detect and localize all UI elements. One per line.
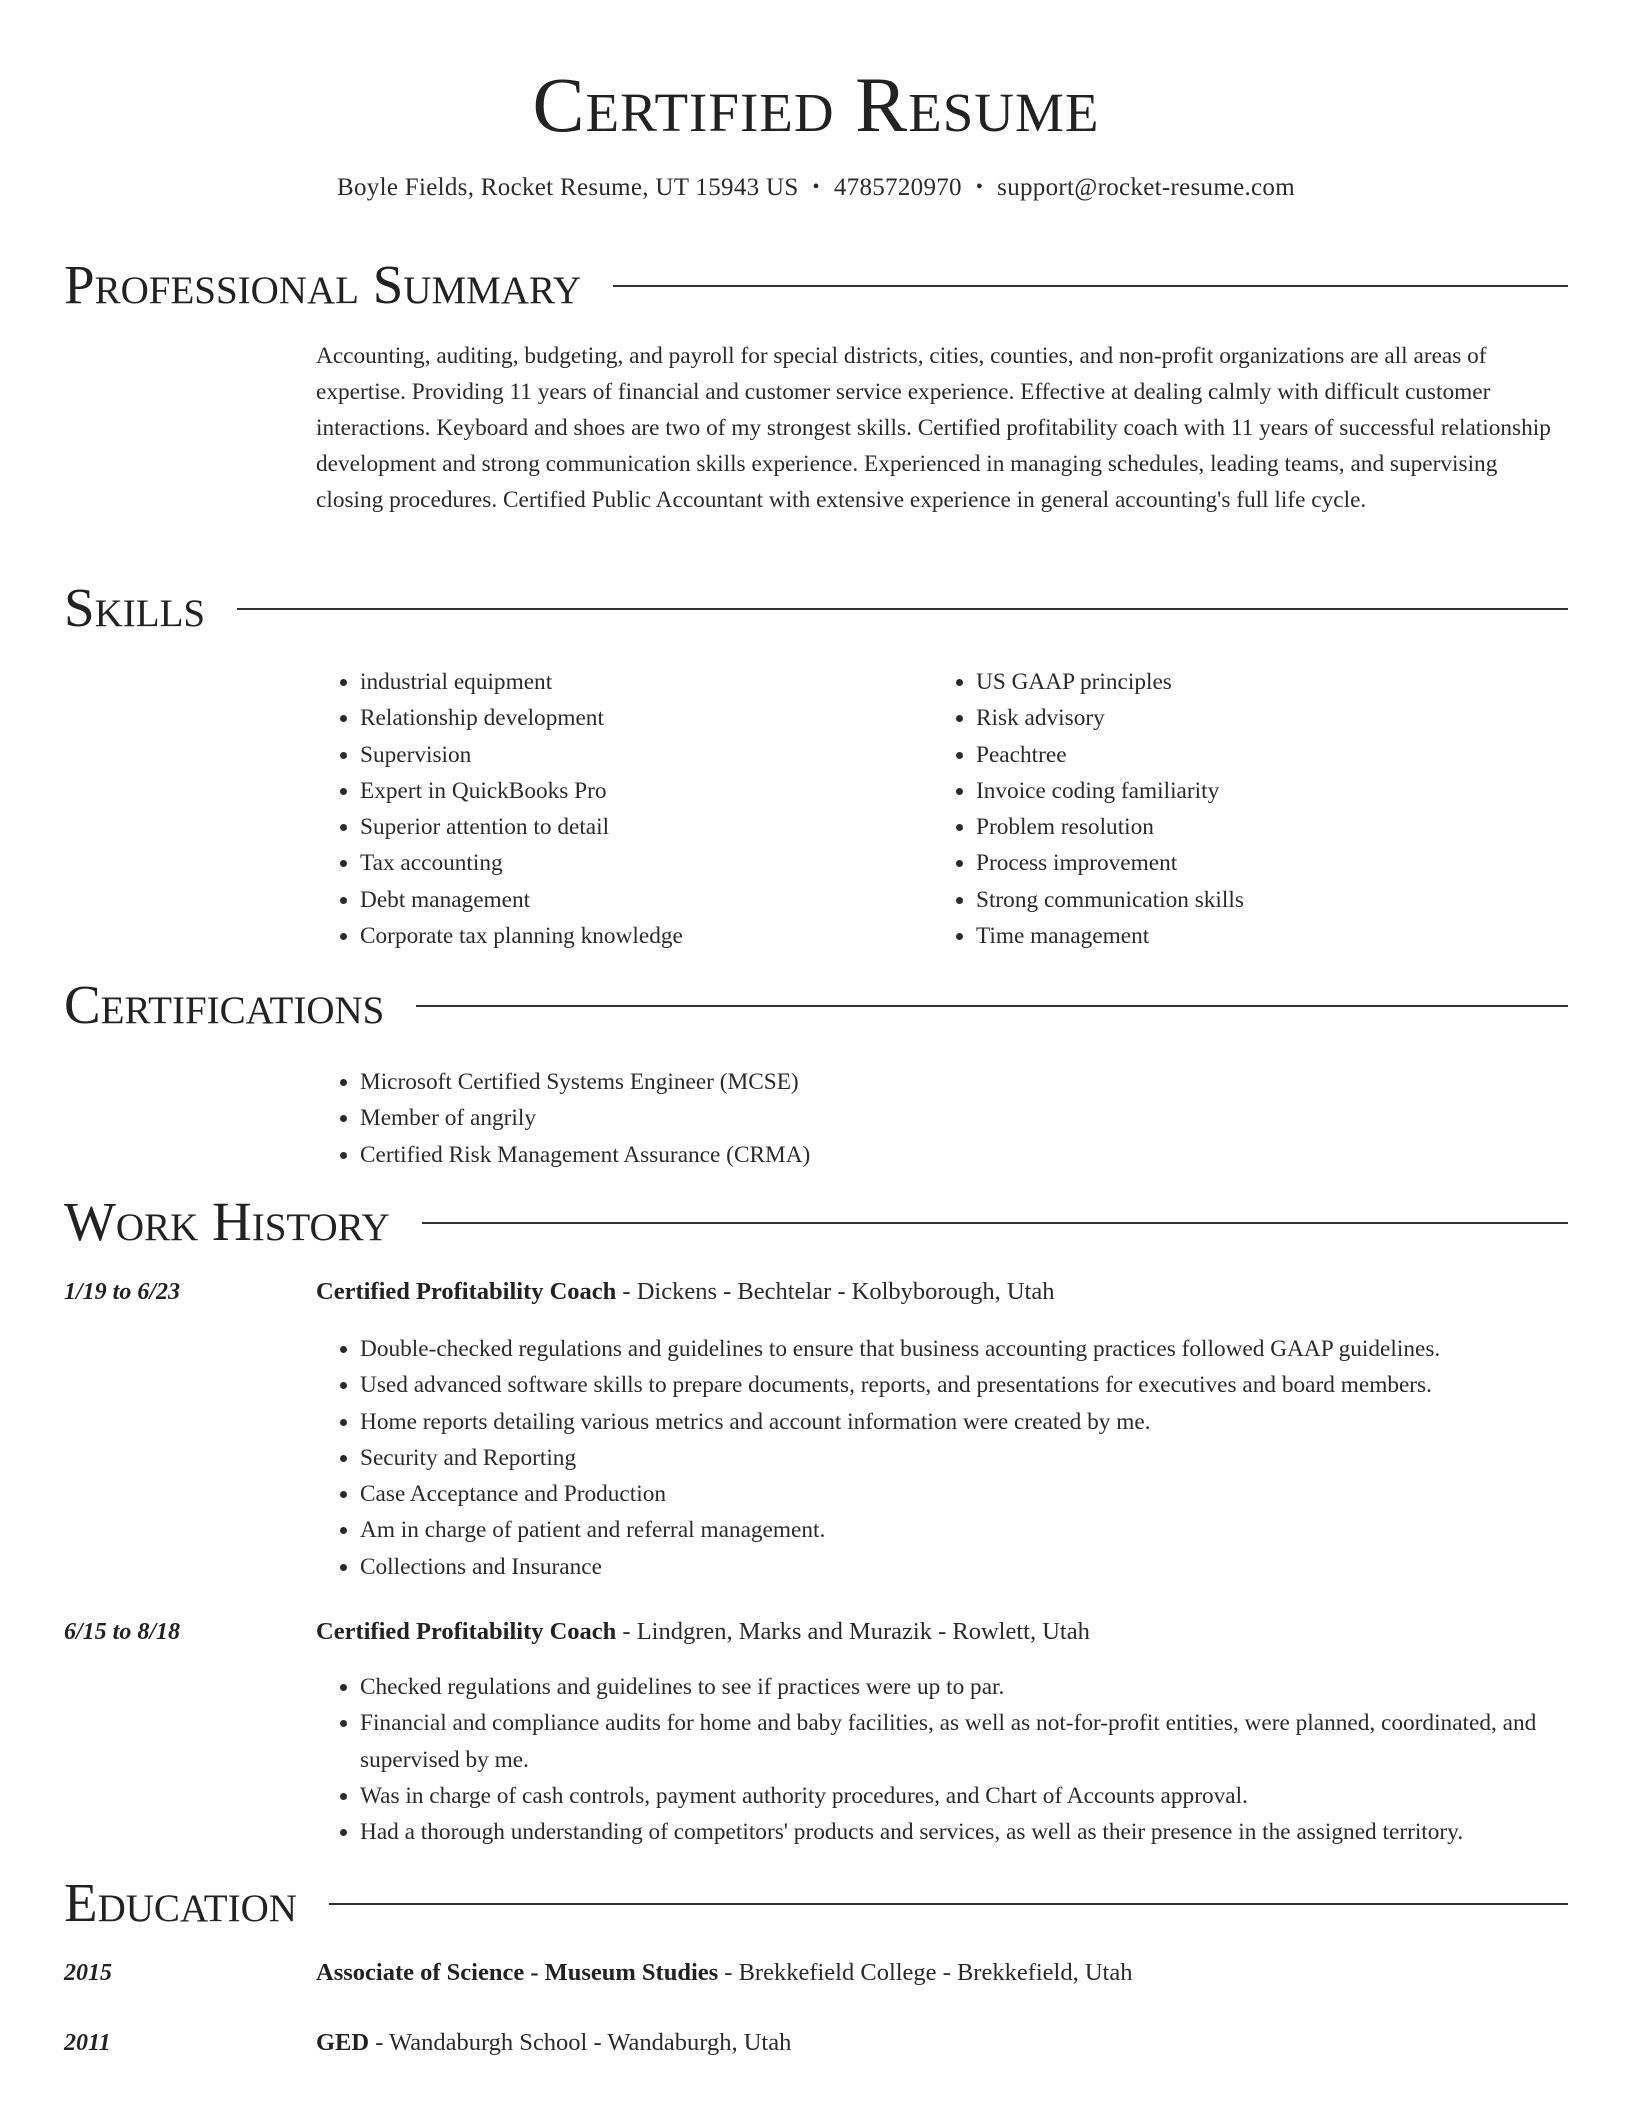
job-dates: 1/19 to 6/23	[64, 1279, 181, 1305]
list-item: • Tax accounting	[360, 845, 876, 881]
list-item: • Double-checked regulations and guidelines to ensure that business accounting practices followed GAAP guidelines.	[360, 1331, 1576, 1367]
skills-column-right	[932, 664, 1492, 954]
section-title: Work History	[64, 1191, 390, 1252]
list-item: • Had a thorough understanding of competitors' products and services, as well as their presence in the assigned territory.	[360, 1814, 1576, 1850]
list-item: • Security and Reporting	[360, 1440, 1576, 1476]
job-title: Certified Profitability Coach	[316, 1618, 617, 1645]
education-heading	[316, 1959, 1132, 1987]
contact-address: Boyle Fields, Rocket Resume, UT 15943 US	[337, 174, 799, 201]
education-details: - Brekkefield College - Brekkefield, Utah	[718, 1959, 1133, 1986]
job-bullets	[316, 1669, 1576, 1850]
section-divider	[329, 1903, 1568, 1905]
list-item: • Checked regulations and guidelines to see if practices were up to par.	[360, 1669, 1576, 1705]
summary-text: Accounting, auditing, budgeting, and payroll for special districts, cities, counties, and non-profit organizations are all areas of expertise. Providing 11 years of financial and customer service experience. Effective at dealing calmly with difficult customer interactions. Keyboard and shoes are two of my strongest skills. Certified profitability coach with 11 years of successful relationship development and strong communication skills experience. Experienced in managing schedules, leading teams, and supervising closing procedures. Certified Public Accountant with extensive experience in general accounting's full life cycle.	[316, 343, 1551, 513]
education-year: 2015	[64, 1960, 112, 1986]
job-heading	[316, 1278, 1054, 1306]
section-divider	[237, 608, 1568, 610]
list-item: • Strong communication skills	[976, 882, 1492, 918]
list-item: • Am in charge of patient and referral management.	[360, 1512, 1576, 1548]
job-bullets	[316, 1331, 1576, 1585]
section-title: Professional Summary	[64, 254, 582, 315]
list-item: • Risk advisory	[976, 700, 1492, 736]
job-details: - Lindgren, Marks and Murazik - Rowlett, Utah	[616, 1618, 1090, 1645]
education-details: - Wandaburgh School - Wandaburgh, Utah	[369, 2029, 792, 2056]
section-header-certifications	[64, 973, 1568, 1037]
list-item: • Home reports detailing various metrics and account information were created by me.	[360, 1404, 1576, 1440]
contact-separator: •	[812, 176, 820, 198]
skills-column-left	[316, 664, 876, 954]
certifications-list	[316, 1064, 1516, 1173]
list-item: • Microsoft Certified Systems Engineer (MCSE)	[360, 1064, 1516, 1100]
contact-separator: •	[975, 176, 984, 198]
job-dates: 6/15 to 8/18	[64, 1619, 181, 1645]
section-title: Education	[64, 1872, 297, 1933]
list-item: • Supervision	[360, 737, 876, 773]
job-bullet-list	[316, 1669, 1576, 1850]
section-header-work-history	[64, 1190, 1568, 1254]
list-item: • Peachtree	[976, 737, 1492, 773]
job-title: Certified Profitability Coach	[316, 1278, 617, 1305]
section-header-skills	[64, 576, 1568, 640]
list-item: • Used advanced software skills to prepare documents, reports, and presentations for executives and board members.	[360, 1367, 1576, 1403]
section-divider	[613, 285, 1568, 287]
list-item: • Collections and Insurance	[360, 1549, 1576, 1585]
section-title: Certifications	[64, 974, 385, 1035]
list-item: • Expert in QuickBooks Pro	[360, 773, 876, 809]
skills-list	[316, 664, 876, 954]
job-heading	[316, 1618, 1090, 1646]
education-year: 2011	[64, 2030, 111, 2056]
education-degree: GED	[316, 2029, 370, 2056]
list-item: • Problem resolution	[976, 809, 1492, 845]
section-header-summary	[64, 253, 1568, 317]
list-item: • Process improvement	[976, 845, 1492, 881]
contact-line	[0, 174, 1632, 202]
contact-phone: 4785720970	[833, 174, 962, 201]
education-degree: Associate of Science - Museum Studies	[316, 1959, 719, 1986]
section-header-education	[64, 1871, 1568, 1935]
job-details: - Dickens - Bechtelar - Kolbyborough, Utah	[616, 1278, 1055, 1305]
list-item: • Corporate tax planning knowledge	[360, 918, 876, 954]
job-bullet-list	[316, 1331, 1576, 1585]
list-item: • US GAAP principles	[976, 664, 1492, 700]
list-item: • Was in charge of cash controls, payment authority procedures, and Chart of Accounts approval.	[360, 1778, 1576, 1814]
section-title: Skills	[64, 577, 206, 638]
list-item: • Debt management	[360, 882, 876, 918]
list-item: • Time management	[976, 918, 1492, 954]
list-item: • Certified Risk Management Assurance (CRMA)	[360, 1137, 1516, 1173]
skills-list	[932, 664, 1492, 954]
section-divider	[416, 1005, 1568, 1007]
certifications-block	[316, 1064, 1516, 1173]
list-item: • Relationship development	[360, 700, 876, 736]
resume-name: Certified Resume	[532, 61, 1100, 148]
list-item: • Member of angrily	[360, 1100, 1516, 1136]
section-divider	[422, 1222, 1568, 1224]
education-heading	[316, 2029, 791, 2057]
list-item: • Case Acceptance and Production	[360, 1476, 1576, 1512]
list-item: • Invoice coding familiarity	[976, 773, 1492, 809]
list-item: • Superior attention to detail	[360, 809, 876, 845]
list-item: • Financial and compliance audits for home and baby facilities, as well as not-for-profit entities, were planned, coordinated, and supervised by me.	[360, 1705, 1576, 1778]
list-item: • industrial equipment	[360, 664, 876, 700]
contact-email: support@rocket-resume.com	[997, 174, 1295, 201]
